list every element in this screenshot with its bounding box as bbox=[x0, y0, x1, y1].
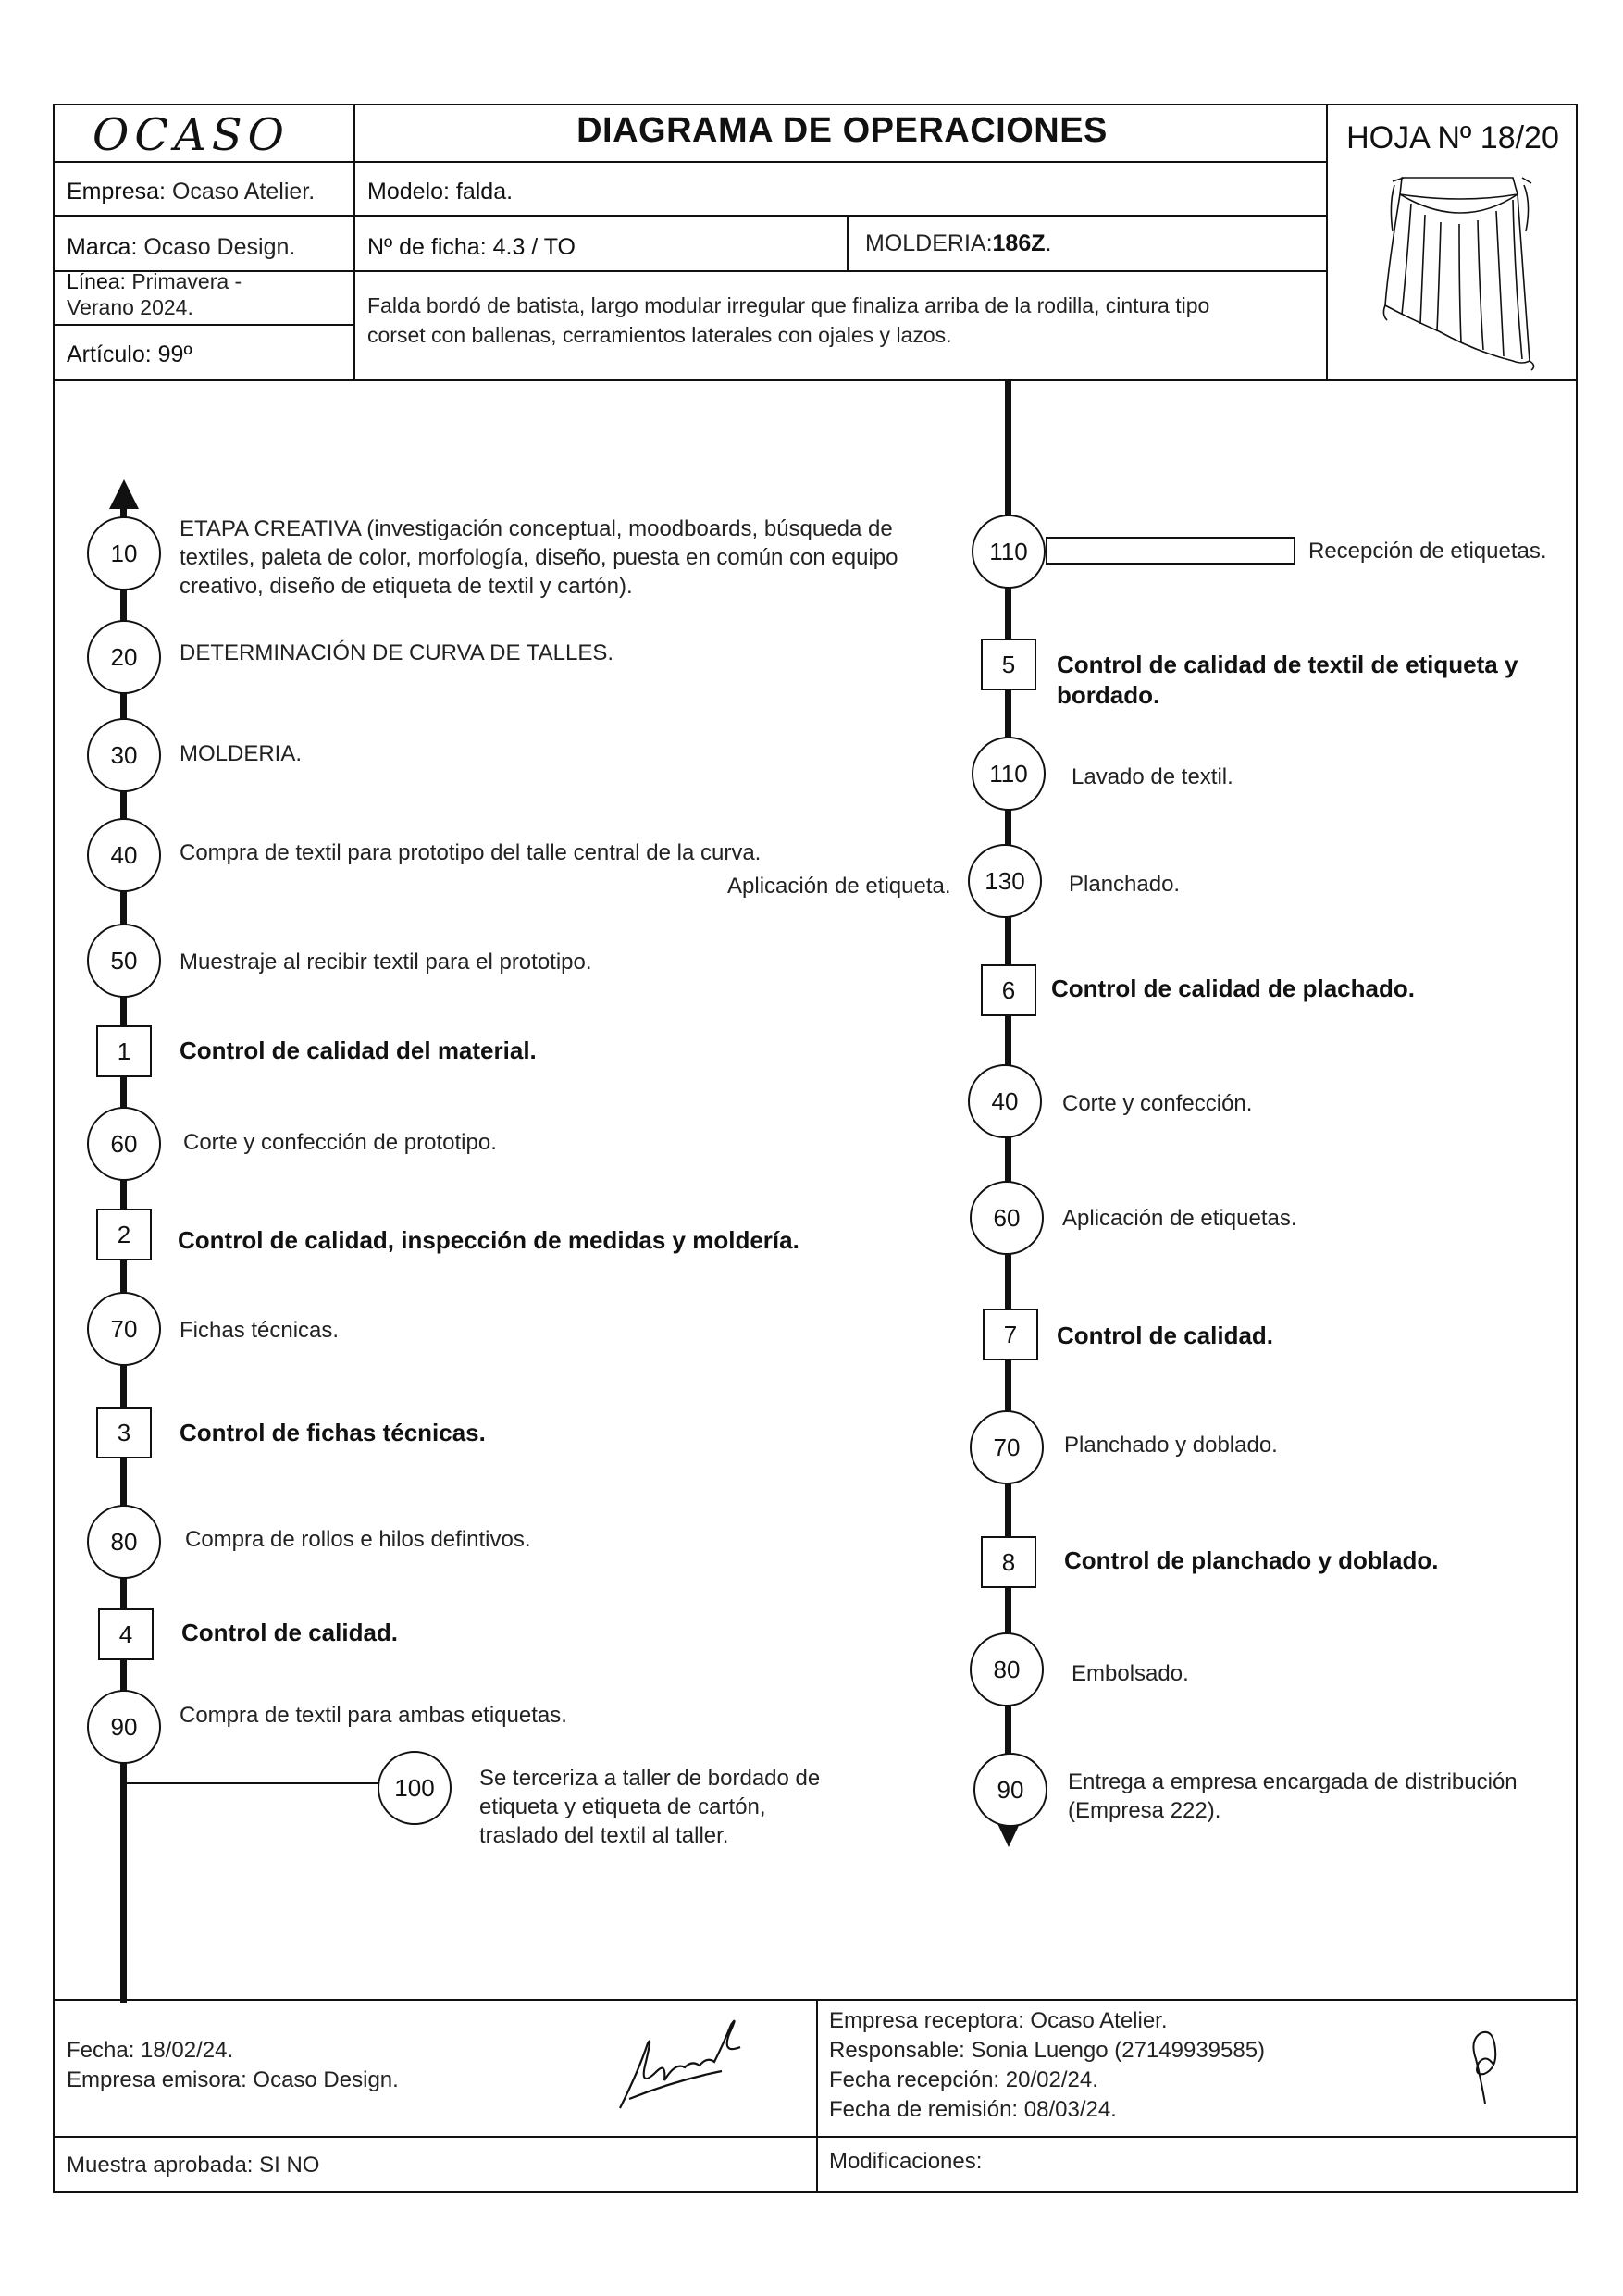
modelo-value: falda. bbox=[455, 179, 514, 205]
op-circle: 110 bbox=[972, 737, 1046, 811]
op-description: Corte y confección de prototipo. bbox=[183, 1130, 497, 1155]
molderia-field bbox=[865, 230, 1051, 257]
op-circle: 110 bbox=[972, 515, 1046, 589]
brand-logo: OCASO bbox=[93, 109, 290, 161]
op-description: Lavado de textil. bbox=[1072, 764, 1233, 789]
op-description: Aplicación de etiquetas. bbox=[1062, 1206, 1297, 1231]
control-description: Control de calidad del material. bbox=[180, 1036, 537, 1064]
skirt-sketch bbox=[1374, 167, 1550, 375]
page-title: DIAGRAMA DE OPERACIONES bbox=[576, 111, 1108, 150]
footer-col bbox=[816, 1999, 818, 2193]
marca-value: Ocaso Design. bbox=[143, 234, 296, 260]
op-description: ETAPA CREATIVA (investigación conceptual, moodboards, búsqueda de textiles, paleta de color, morfología, diseño, puesta en común con equipo creativo, diseño de etiqueta de textil y cartón). bbox=[180, 516, 898, 599]
footer-emisora: Empresa emisora: Ocaso Design. bbox=[67, 2067, 399, 2092]
op-circle: 20 bbox=[87, 620, 161, 694]
empresa-label: Empresa: bbox=[67, 179, 166, 205]
footer-modificaciones: Modificaciones: bbox=[829, 2149, 983, 2174]
op-description: Muestraje al recibir textil para el prototipo. bbox=[180, 949, 592, 974]
header-col-3 bbox=[1326, 104, 1328, 379]
control-square: 7 bbox=[983, 1309, 1038, 1360]
header-col-molderia bbox=[847, 215, 849, 270]
footer-fecha: Fecha: 18/02/24. bbox=[67, 2038, 234, 2063]
footer-receptora: Empresa receptora: Ocaso Atelier. bbox=[829, 2008, 1168, 2033]
control-square: 6 bbox=[981, 964, 1036, 1016]
signature-receptora bbox=[1462, 2022, 1508, 2105]
molderia-label: MOLDERIA: bbox=[865, 230, 993, 256]
header-divider-4 bbox=[53, 324, 353, 326]
control-description: Control de calidad de textil de etiqueta y bordado. bbox=[1057, 651, 1518, 709]
control-description: Control de calidad. bbox=[1057, 1322, 1274, 1349]
op-description: Recepción de etiquetas. bbox=[1308, 539, 1547, 564]
control-square: 1 bbox=[96, 1025, 152, 1077]
control-description: Control de calidad de plachado. bbox=[1051, 974, 1415, 1002]
footer-remision: Fecha de remisión: 08/03/24. bbox=[829, 2097, 1117, 2122]
articulo-field: Artículo: 99º bbox=[67, 341, 192, 367]
op-circle: 90 bbox=[973, 1753, 1047, 1827]
footer-aprobada: Muestra aprobada: SI NO bbox=[67, 2153, 320, 2178]
control-description: Control de planchado y doblado. bbox=[1064, 1546, 1439, 1574]
op-description: Compra de textil para ambas etiquetas. bbox=[180, 1703, 567, 1728]
footer-divider bbox=[53, 2136, 1578, 2138]
control-description: Control de calidad, inspección de medidas y moldería. bbox=[178, 1226, 799, 1254]
ficha-field bbox=[367, 233, 576, 261]
linea-field bbox=[67, 268, 242, 320]
op-circle: 40 bbox=[968, 1064, 1042, 1138]
control-square: 2 bbox=[96, 1209, 152, 1260]
up-arrow-icon bbox=[107, 478, 141, 511]
marca-field bbox=[67, 233, 295, 261]
control-description: Control de fichas técnicas. bbox=[180, 1419, 486, 1446]
op-description: Planchado y doblado. bbox=[1064, 1433, 1278, 1458]
linea-label: Línea: bbox=[67, 269, 126, 293]
op-circle: 10 bbox=[87, 516, 161, 590]
op-description: Compra de textil para prototipo del talle central de la curva. bbox=[180, 840, 762, 865]
description-line-2: corset con ballenas, cerramientos laterales con ojales y lazos. bbox=[367, 323, 952, 347]
control-description: Control de calidad. bbox=[181, 1619, 399, 1646]
signature-emisora bbox=[611, 2006, 750, 2117]
empresa-value: Ocaso Atelier. bbox=[171, 179, 316, 205]
op-circle: 80 bbox=[87, 1505, 161, 1579]
modelo-label: Modelo: bbox=[367, 179, 450, 205]
op-description: Planchado. bbox=[1069, 872, 1181, 897]
empresa-field bbox=[67, 178, 315, 205]
description-line-1: Falda bordó de batista, largo modular irregular que finaliza arriba de la rodilla, cintura tipo bbox=[367, 293, 1210, 317]
op-circle: 70 bbox=[87, 1292, 161, 1366]
op-circle: 100 bbox=[378, 1751, 452, 1825]
branch-line-100 bbox=[124, 1782, 381, 1784]
linea-value-1: Primavera - bbox=[131, 269, 242, 293]
op-circle: 80 bbox=[970, 1632, 1044, 1706]
control-square: 3 bbox=[96, 1407, 152, 1458]
garment-description bbox=[367, 291, 1209, 350]
ficha-value: 4.3 / TO bbox=[492, 234, 576, 260]
op-circle: 130 bbox=[968, 844, 1042, 918]
molderia-suffix: . bbox=[1045, 230, 1052, 256]
op-circle: 60 bbox=[970, 1181, 1044, 1255]
op-description: MOLDERIA. bbox=[180, 741, 303, 766]
header-bottom-border bbox=[53, 379, 1578, 381]
header-col-1 bbox=[353, 104, 355, 379]
op-description: Entrega a empresa encargada de distribución (Empresa 222). bbox=[1068, 1769, 1518, 1823]
footer-recepcion: Fecha recepción: 20/02/24. bbox=[829, 2067, 1098, 2092]
op-description: Fichas técnicas. bbox=[180, 1318, 340, 1343]
op-circle: 60 bbox=[87, 1107, 161, 1181]
op-circle: 30 bbox=[87, 718, 161, 792]
header-divider-1 bbox=[53, 161, 1328, 163]
control-square: 8 bbox=[981, 1536, 1036, 1588]
linea-value-2: Verano 2024. bbox=[67, 295, 193, 319]
op-circle: 40 bbox=[87, 818, 161, 892]
reception-branch-box bbox=[1046, 537, 1295, 565]
sheet-number: HOJA Nº 18/20 bbox=[1346, 120, 1559, 155]
control-square: 4 bbox=[98, 1608, 154, 1660]
header-divider-2 bbox=[53, 215, 1328, 217]
op-description: Embolsado. bbox=[1072, 1661, 1189, 1686]
op-description: Corte y confección. bbox=[1062, 1091, 1253, 1116]
control-square: 5 bbox=[981, 639, 1036, 690]
op-circle: 90 bbox=[87, 1690, 161, 1764]
modelo-field bbox=[367, 178, 513, 205]
footer-responsable: Responsable: Sonia Luengo (27149939585) bbox=[829, 2038, 1266, 2063]
op-description: DETERMINACIÓN DE CURVA DE TALLES. bbox=[180, 640, 613, 665]
ficha-label: Nº de ficha: bbox=[367, 234, 487, 260]
footer-top-border bbox=[53, 1999, 1578, 2001]
op-description: Compra de rollos e hilos defintivos. bbox=[185, 1527, 531, 1552]
op-left-label: Aplicación de etiqueta. bbox=[727, 874, 951, 899]
marca-label: Marca: bbox=[67, 234, 138, 260]
op-circle: 70 bbox=[970, 1410, 1044, 1484]
op-description: Se terceriza a taller de bordado de etiqueta y etiqueta de cartón, traslado del textil al taller. bbox=[479, 1766, 821, 1848]
molderia-value: 186Z bbox=[992, 230, 1046, 256]
header-divider-3 bbox=[53, 270, 1328, 272]
op-circle: 50 bbox=[87, 924, 161, 998]
